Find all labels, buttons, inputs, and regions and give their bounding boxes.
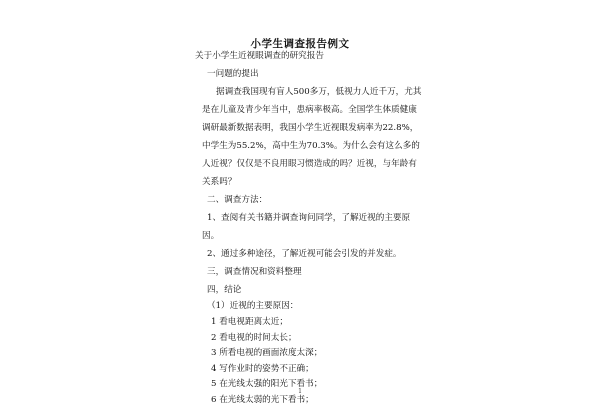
- reason-item: 4 写作业时的姿势不正确；: [211, 363, 314, 374]
- reason-item: 1 看电视距离太近；: [211, 317, 288, 327]
- conclusion-subheading: （1）近视的主要原因：: [207, 301, 299, 311]
- reason-item: 5 在光线太强的阳光下看书；: [211, 379, 323, 389]
- paragraph-1-line: 是在儿童及青少年当中，患病率极高。全国学生体质健康: [202, 105, 417, 115]
- method-line: 1、查阅有关书籍并调查询问同学，了解近视的主要原: [207, 213, 411, 223]
- method-line: 2、通过多种途径，了解近视可能会引发的并发症。: [207, 249, 402, 259]
- section-2-heading: 二、调查方法：: [207, 195, 268, 205]
- paragraph-1-line: 关系吗？: [202, 177, 237, 187]
- page-title: 小学生调查报告例文: [250, 38, 350, 50]
- section-3-heading: 三，调查情况和资料整理: [207, 267, 302, 277]
- subtitle: 关于小学生近视眼调查的研究报告: [195, 51, 324, 61]
- paragraph-1-line: 中学生为55.2%，高中生为70.3%。为什么会有这么多的: [202, 141, 420, 151]
- reason-item: 6 在光线太弱的光下看书；: [211, 394, 314, 405]
- section-4-heading: 四，结论: [207, 285, 242, 295]
- section-1-heading: 一问题的提出: [207, 69, 259, 79]
- reason-item: 3 所看电视的画面浓度太深；: [211, 348, 323, 358]
- paragraph-1-line: 据调查我国现有盲人500多万，低视力人近千万，尤其: [216, 87, 422, 97]
- paragraph-1-line: 人近视？仅仅是不良用眼习惯造成的吗？近视，与年龄有: [202, 159, 417, 169]
- method-line: 因。: [202, 231, 220, 241]
- reason-item: 2 看电视的时间太长；: [211, 332, 297, 343]
- paragraph-1-line: 调研最新数据表明，我国小学生近视眼发病率为22.8%，: [202, 123, 419, 133]
- page-number: 1: [298, 388, 302, 395]
